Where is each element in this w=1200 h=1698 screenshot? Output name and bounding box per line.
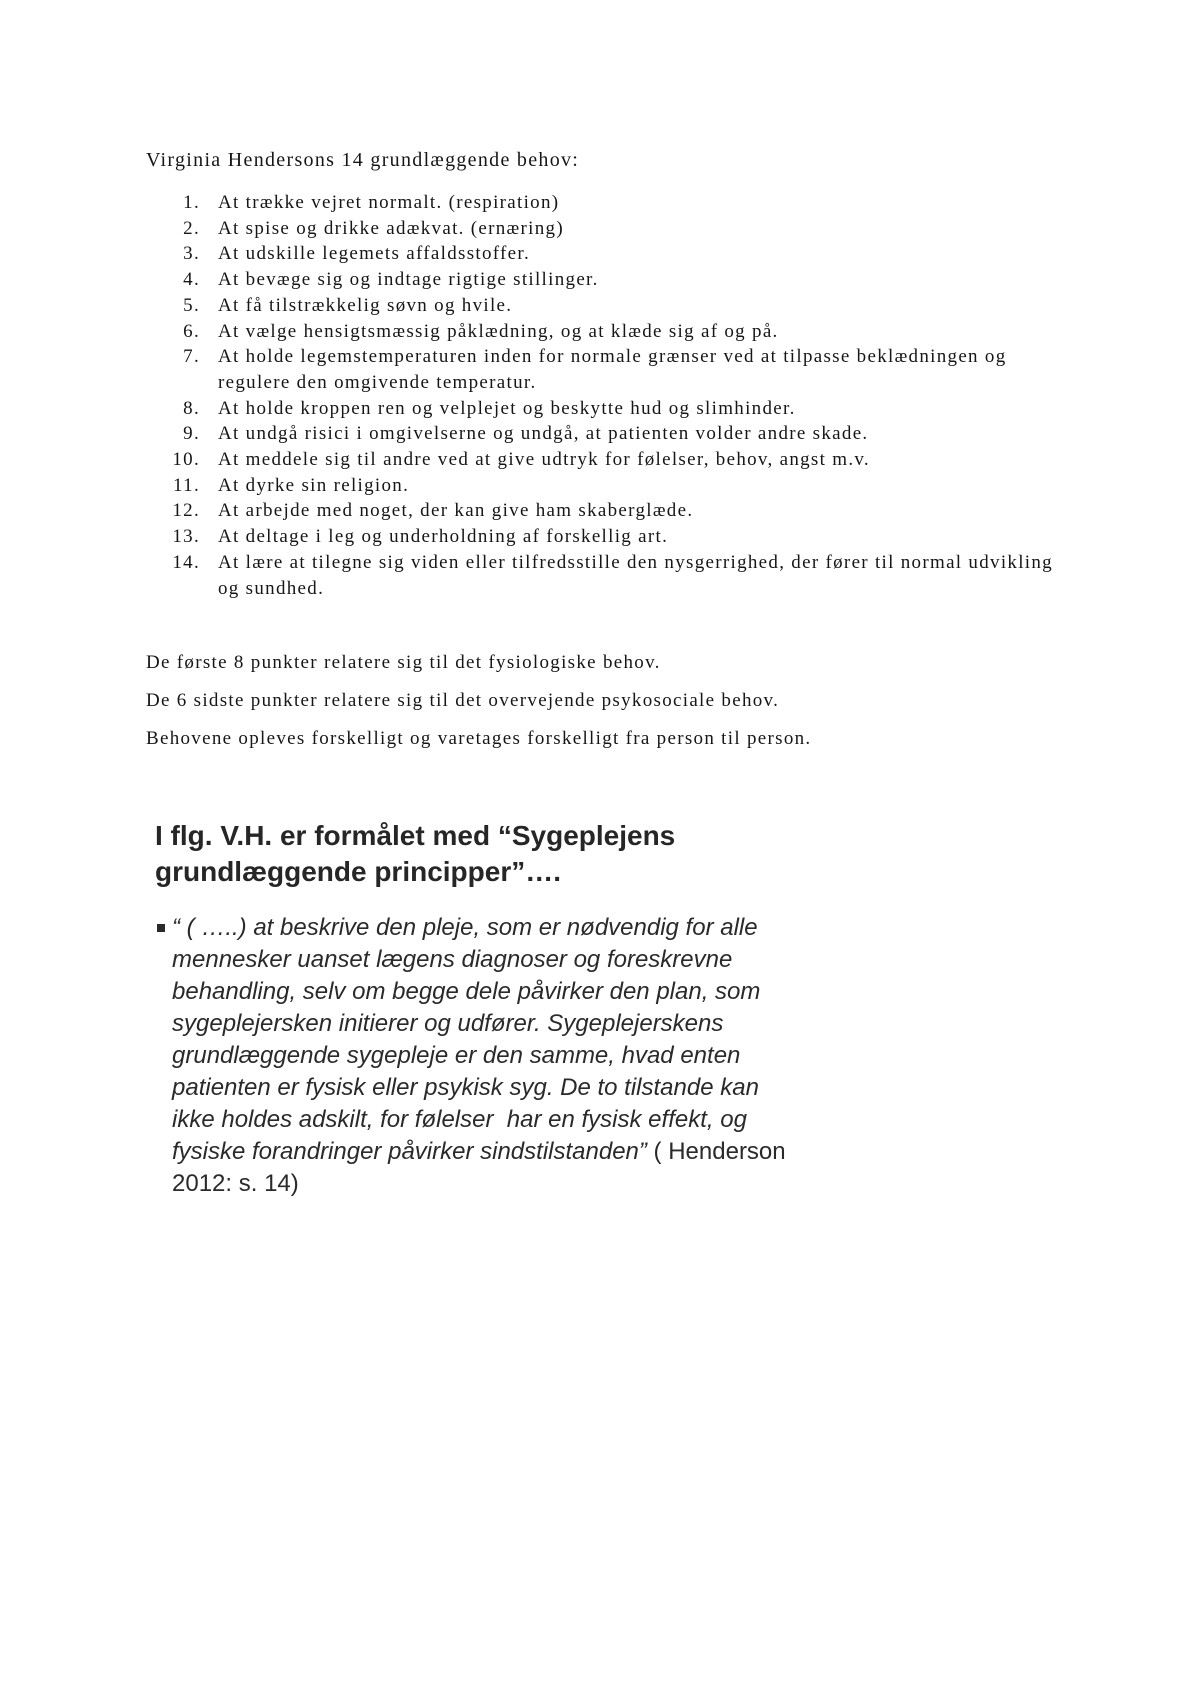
need-text: At deltage i leg og underholdning af forskellig art.: [218, 526, 669, 548]
quote-citation-text: ( Henderson: [646, 1138, 786, 1165]
need-number: 14.: [172, 551, 200, 573]
slide-heading: I flg. V.H. er formålet med “Sygeplejens grundlæggende principper”….: [155, 820, 676, 887]
need-text: At trække vejret normalt. (respiration): [218, 192, 560, 213]
need-text: At holde kroppen ren og velplejet og beskytte hud og slimhinder.: [218, 397, 796, 419]
needs-list: [0, 190, 1066, 601]
need-text: At vælge hensigtsmæssig påklædning, og at klæde sig af og på.: [218, 320, 779, 342]
need-item-10: [0, 447, 1066, 473]
need-number: 13.: [172, 526, 200, 548]
quote-italic-text: ikke holdes adskilt, for følelser har en fysisk effekt, og: [172, 1106, 747, 1133]
need-item-8: [0, 396, 1066, 422]
quote-line: [172, 1104, 786, 1136]
quote-line: [172, 1168, 786, 1200]
need-number: 3.: [183, 243, 200, 265]
need-text: At meddele sig til andre ved at give udtryk for følelser, behov, angst m.v.: [218, 449, 870, 471]
need-item-11: [0, 473, 1066, 499]
need-item-7: [0, 344, 1066, 395]
need-number: 2.: [183, 217, 200, 239]
quote-line: [172, 1040, 786, 1072]
quote-line: [172, 1136, 786, 1168]
quote-italic-text: “ ( …..) at beskrive den pleje, som er nødvendig for alle: [172, 914, 758, 941]
need-number: 5.: [183, 294, 200, 316]
summary-paragraph-individual: Behovene opleves forskelligt og varetages forskelligt fra person til person.: [146, 728, 812, 749]
quote-line: [172, 944, 786, 976]
need-text: At arbejde med noget, der kan give ham skaberglæde.: [218, 500, 694, 522]
need-item-2: [0, 216, 1066, 242]
need-item-1: [0, 190, 1066, 216]
need-number: 10.: [172, 449, 200, 471]
need-item-14: [0, 550, 1066, 601]
henderson-quote: [172, 912, 786, 1200]
quote-line: [172, 976, 786, 1008]
need-text: At udskille legemets affaldsstoffer.: [218, 243, 531, 265]
quote-line: [172, 1072, 786, 1104]
need-number: 11.: [173, 474, 200, 496]
need-item-12: [0, 498, 1066, 524]
quote-italic-text: mennesker uanset lægens diagnoser og foreskrevne: [172, 946, 733, 973]
square-bullet-icon: [157, 924, 165, 932]
need-text: At få tilstrækkelig søvn og hvile.: [218, 294, 513, 316]
document-title: Virginia Hendersons 14 grundlæggende behov:: [146, 149, 580, 171]
need-number: 4.: [183, 269, 200, 291]
quote-italic-text: patienten er fysisk eller psykisk syg. De to tilstande kan: [172, 1074, 759, 1101]
need-number: 12.: [172, 500, 200, 522]
summary-paragraph-physiological: De første 8 punkter relatere sig til det fysiologiske behov.: [146, 652, 661, 673]
quote-citation-text: 2012: s. 14): [172, 1170, 299, 1197]
need-item-3: [0, 241, 1066, 267]
need-number: 8.: [183, 397, 200, 419]
need-item-4: [0, 267, 1066, 293]
need-item-5: [0, 293, 1066, 319]
need-number: 1.: [183, 192, 200, 213]
quote-italic-text: grundlæggende sygepleje er den samme, hvad enten: [172, 1042, 741, 1069]
need-text: At undgå risici i omgivelserne og undgå, at patienten volder andre skade.: [218, 423, 869, 445]
summary-paragraphs: [146, 650, 811, 764]
need-item-9: [0, 421, 1066, 447]
need-number: 6.: [183, 320, 200, 342]
summary-paragraph-psychosocial: De 6 sidste punkter relatere sig til det overvejende psykosociale behov.: [146, 690, 780, 711]
quote-line: [172, 1008, 786, 1040]
quote-italic-text: sygeplejersken initierer og udfører. Sygeplejerskens: [172, 1010, 724, 1037]
need-text: At lære at tilegne sig viden eller tilfredsstille den nysgerrighed, der fører til normal udvikling og sundhed.: [218, 551, 1053, 599]
quote-italic-text: fysiske forandringer påvirker sindstilstanden”: [172, 1138, 647, 1165]
need-number: 9.: [183, 423, 200, 445]
need-text: At dyrke sin religion.: [218, 474, 410, 496]
need-text: At bevæge sig og indtage rigtige stillinger.: [218, 269, 599, 291]
need-item-13: [0, 524, 1066, 550]
need-item-6: [0, 319, 1066, 345]
quote-italic-text: behandling, selv om begge dele påvirker den plan, som: [172, 978, 761, 1005]
need-text: At spise og drikke adækvat. (ernæring): [218, 217, 564, 239]
need-number: 7.: [183, 346, 200, 368]
quote-line: [172, 912, 786, 944]
need-text: At holde legemstemperaturen inden for normale grænser ved at tilpasse beklædningen og regulere den omgivende temperatur.: [218, 346, 1007, 393]
